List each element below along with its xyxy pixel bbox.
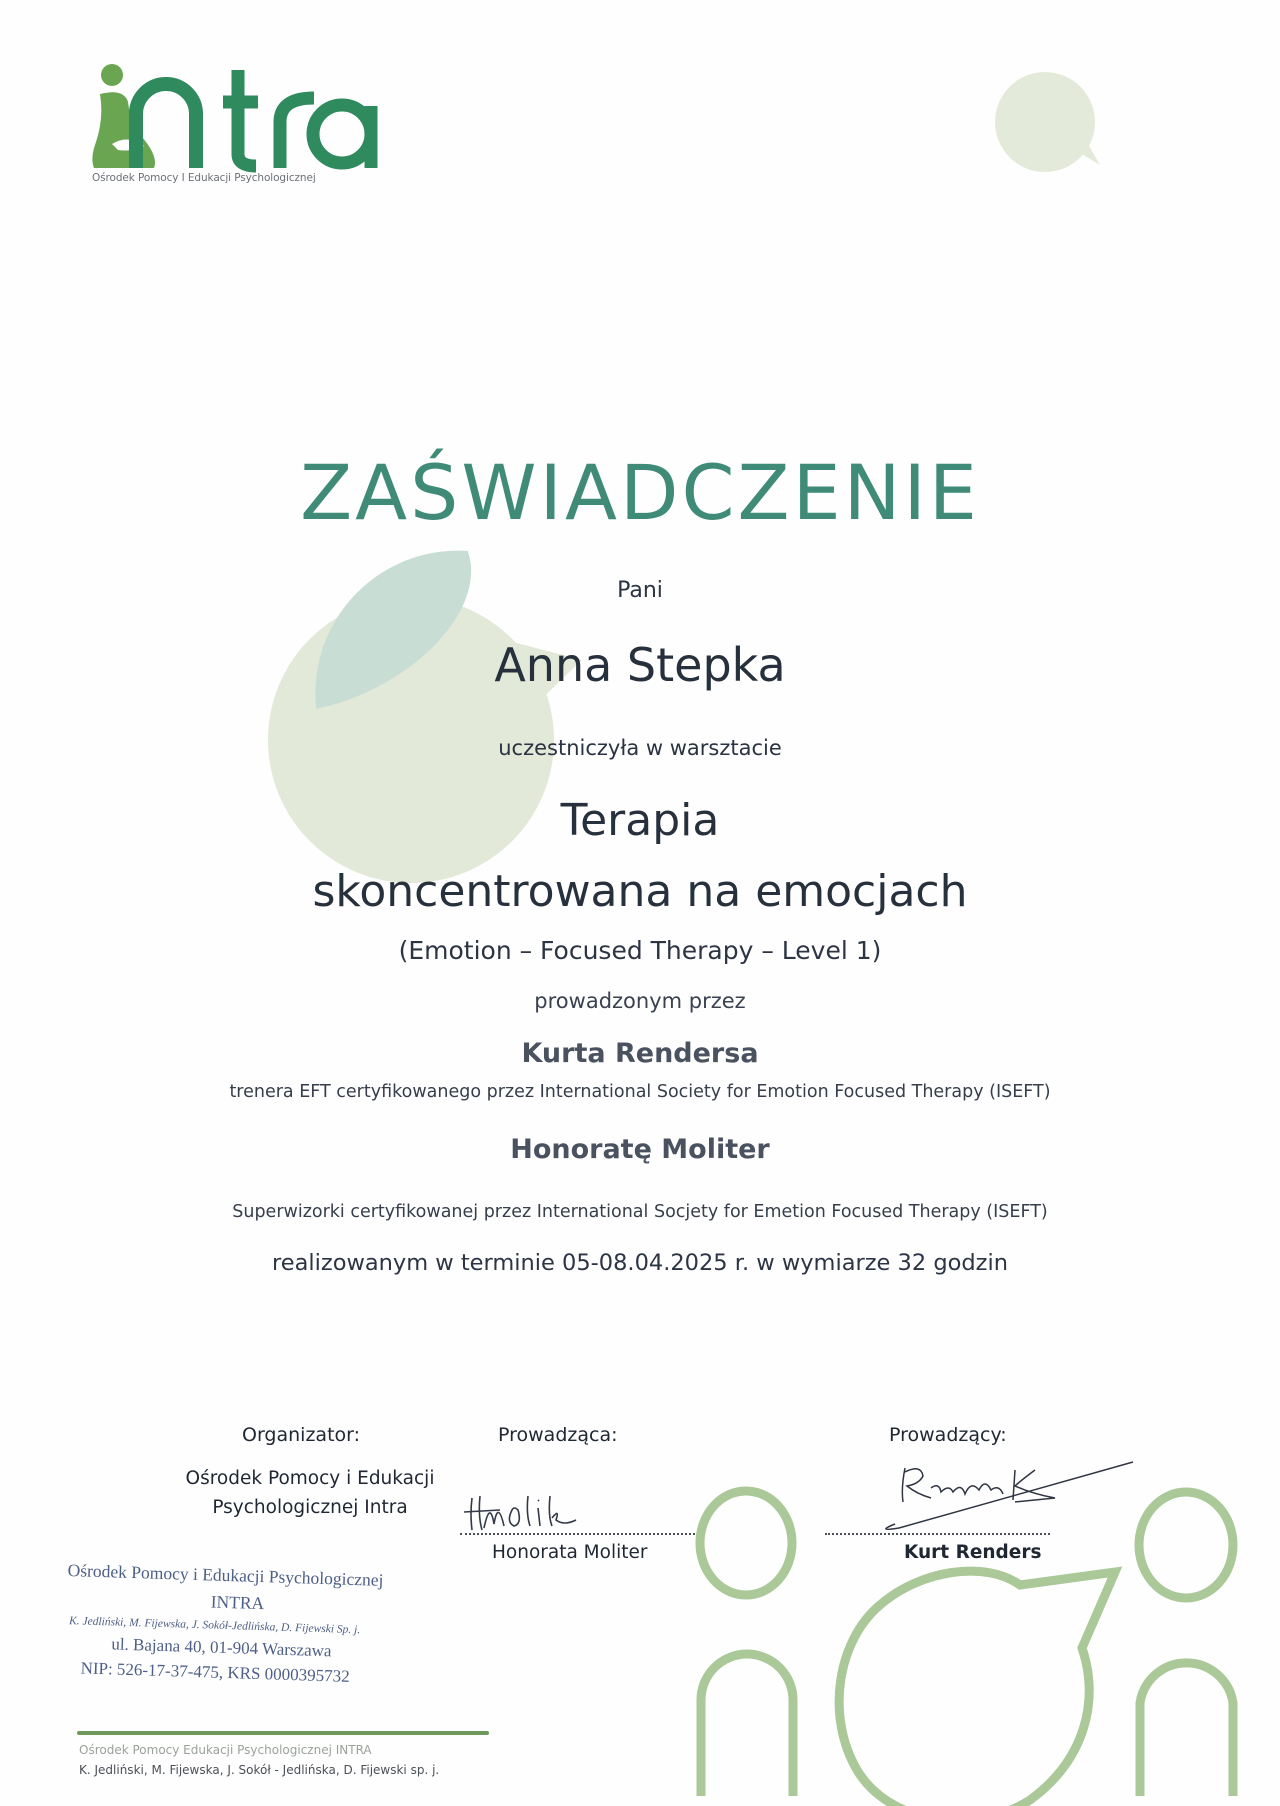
kurt-signature-icon (875, 1458, 1135, 1533)
honorata-signature-icon (460, 1490, 610, 1535)
workshop-title-line1: Terapia (560, 795, 720, 846)
stamp-line-intra: INTRA (210, 1591, 265, 1614)
conducted-by-text: prowadzonym przez (534, 989, 746, 1013)
stamp-line-registration: NIP: 526-17-37-475, KRS 0000395732 (80, 1658, 350, 1686)
signature-line-male (825, 1533, 1050, 1535)
organizer-name (150, 1464, 470, 1522)
workshop-dates: realizowanym w terminie 05-08.04.2025 r. w wymiarze 32 godzin (272, 1250, 1008, 1276)
lead-female-label: Prowadząca: (498, 1424, 618, 1446)
organizer-label: Organizator: (242, 1424, 361, 1446)
workshop-title-line2: skoncentrowana na emocjach (312, 866, 968, 917)
signature-line-female (460, 1533, 695, 1535)
intra-logo-icon (88, 62, 378, 174)
lead-male-name: Kurt Renders (904, 1542, 1042, 1563)
lead-female-name: Honorata Moliter (492, 1542, 648, 1563)
stamp-line-partners: K. Jedliński, M. Fijewska, J. Sokół-Jedlińska, D. Fijewski Sp. j. (68, 1615, 361, 1637)
lead-male-label: Prowadzący: (889, 1424, 1007, 1446)
participation-text: uczestniczyła w warsztacie (498, 736, 782, 760)
footer-company: Ośrodek Pomocy Edukacji Psychologicznej INTRA (79, 1743, 372, 1757)
logo-subtitle: Ośrodek Pomocy I Edukacji Psychologicznej (92, 172, 316, 184)
trainer-1-description: trenera EFT certyfikowanego przez International Society for Emotion Focused Therapy (ISEFT) (229, 1082, 1051, 1102)
certificate-title: ZAŚWIADCZENIE (300, 448, 980, 537)
intra-logo (88, 62, 378, 174)
trainer-2-description: Superwizorki certyfikowanej przez International Socjety for Emetion Focused Therapy (ISEFT) (232, 1202, 1048, 1222)
stamp-line-address: ul. Bajana 40, 01-904 Warszawa (111, 1634, 332, 1661)
people-conversation-outline-icon (700, 1491, 1233, 1806)
recipient-name: Anna Stepka (494, 638, 786, 692)
organizer-name-line1: Ośrodek Pomocy i Edukacji (185, 1468, 435, 1489)
stamp-line-company: Ośrodek Pomocy i Edukacji Psychologicznej (67, 1560, 384, 1590)
salutation: Pani (617, 578, 663, 603)
workshop-title-english: (Emotion – Focused Therapy – Level 1) (398, 936, 882, 965)
footer-partners: K. Jedliński, M. Fijewska, J. Sokół - Jedlińska, D. Fijewski sp. j. (79, 1763, 440, 1777)
organizer-name-line2: Psychologicznej Intra (212, 1497, 408, 1518)
trainer-1-name: Kurta Rendersa (521, 1038, 759, 1069)
small-speech-bubble-icon (995, 72, 1100, 172)
footer-divider (77, 1731, 489, 1735)
trainer-2-name: Honoratę Moliter (510, 1134, 770, 1165)
